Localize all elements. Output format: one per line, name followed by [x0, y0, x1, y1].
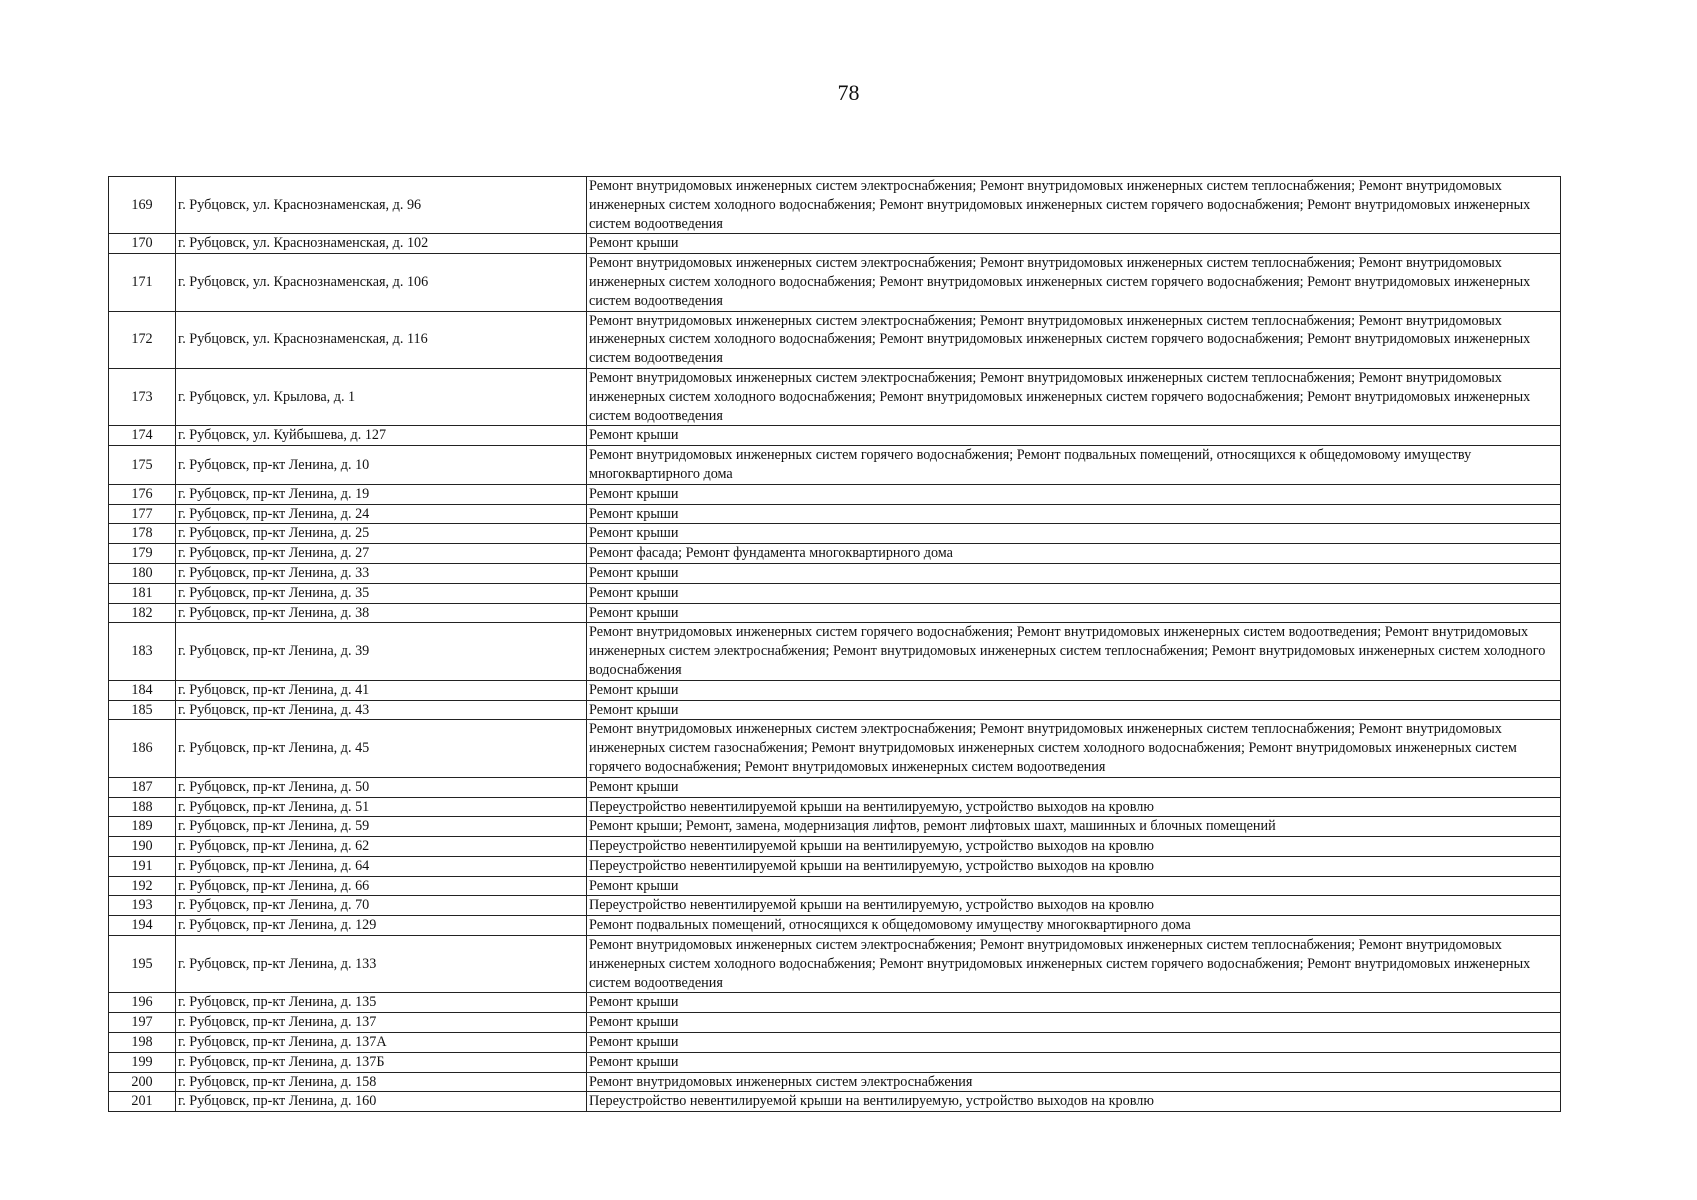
row-number-cell: 196 — [109, 993, 176, 1013]
address-cell: г. Рубцовск, ул. Краснознаменская, д. 116 — [176, 311, 587, 368]
table-row — [109, 817, 1561, 837]
works-description-cell: Ремонт внутридомовых инженерных систем электроснабжения; Ремонт внутридомовых инженерных систем теплоснабжения; Ремонт внутридомовых инженерных систем газоснабжения; Ремонт внутридомовых инженерных систем холодного водоснабжения; Ремонт внутридомовых инженерных систем горячего водоснабжения; Ремонт внутридомовых инженерных систем водоотведения — [587, 720, 1561, 777]
table-row — [109, 484, 1561, 504]
address-cell: г. Рубцовск, пр-кт Ленина, д. 25 — [176, 524, 587, 544]
table-row — [109, 311, 1561, 368]
works-description-cell: Ремонт крыши — [587, 563, 1561, 583]
table-row — [109, 680, 1561, 700]
works-description-cell: Ремонт внутридомовых инженерных систем электроснабжения; Ремонт внутридомовых инженерных систем теплоснабжения; Ремонт внутридомовых инженерных систем холодного водоснабжения; Ремонт внутридомовых инженерных систем горячего водоснабжения; Ремонт внутридомовых инженерных систем водоотведения — [587, 177, 1561, 234]
works-description-cell: Ремонт крыши — [587, 1013, 1561, 1033]
row-number-cell: 169 — [109, 177, 176, 234]
table-row — [109, 623, 1561, 680]
works-description-cell: Ремонт внутридомовых инженерных систем электроснабжения; Ремонт внутридомовых инженерных систем теплоснабжения; Ремонт внутридомовых инженерных систем холодного водоснабжения; Ремонт внутридомовых инженерных систем горячего водоснабжения; Ремонт внутридомовых инженерных систем водоотведения — [587, 936, 1561, 993]
table-row — [109, 837, 1561, 857]
table-row — [109, 797, 1561, 817]
address-cell: г. Рубцовск, пр-кт Ленина, д. 38 — [176, 603, 587, 623]
works-description-cell: Ремонт крыши — [587, 1052, 1561, 1072]
table-row — [109, 1052, 1561, 1072]
row-number-cell: 194 — [109, 916, 176, 936]
row-number-cell: 176 — [109, 484, 176, 504]
address-cell: г. Рубцовск, пр-кт Ленина, д. 137 — [176, 1013, 587, 1033]
row-number-cell: 180 — [109, 563, 176, 583]
works-description-cell: Ремонт крыши — [587, 700, 1561, 720]
row-number-cell: 197 — [109, 1013, 176, 1033]
works-description-cell: Ремонт фасада; Ремонт фундамента многоквартирного дома — [587, 544, 1561, 564]
table-row — [109, 603, 1561, 623]
works-description-cell: Ремонт внутридомовых инженерных систем электроснабжения; Ремонт внутридомовых инженерных систем теплоснабжения; Ремонт внутридомовых инженерных систем холодного водоснабжения; Ремонт внутридомовых инженерных систем горячего водоснабжения; Ремонт внутридомовых инженерных систем водоотведения — [587, 368, 1561, 425]
works-description-cell: Переустройство невентилируемой крыши на вентилируемую, устройство выходов на кровлю — [587, 797, 1561, 817]
table-row — [109, 563, 1561, 583]
row-number-cell: 201 — [109, 1092, 176, 1112]
address-cell: г. Рубцовск, пр-кт Ленина, д. 39 — [176, 623, 587, 680]
row-number-cell: 193 — [109, 896, 176, 916]
works-description-cell: Ремонт крыши — [587, 876, 1561, 896]
row-number-cell: 170 — [109, 234, 176, 254]
works-description-cell: Ремонт внутридомовых инженерных систем электроснабжения — [587, 1072, 1561, 1092]
works-description-cell: Ремонт внутридомовых инженерных систем горячего водоснабжения; Ремонт внутридомовых инженерных систем водоотведения; Ремонт внутридомовых инженерных систем электроснабжения; Ремонт внутридомовых инженерных систем теплоснабжения; Ремонт внутридомовых инженерных систем холодного водоснабжения — [587, 623, 1561, 680]
address-cell: г. Рубцовск, пр-кт Ленина, д. 33 — [176, 563, 587, 583]
works-description-cell: Переустройство невентилируемой крыши на вентилируемую, устройство выходов на кровлю — [587, 1092, 1561, 1112]
works-description-cell: Ремонт крыши; Ремонт, замена, модернизация лифтов, ремонт лифтовых шахт, машинных и блочных помещений — [587, 817, 1561, 837]
works-description-cell: Ремонт внутридомовых инженерных систем электроснабжения; Ремонт внутридомовых инженерных систем теплоснабжения; Ремонт внутридомовых инженерных систем холодного водоснабжения; Ремонт внутридомовых инженерных систем горячего водоснабжения; Ремонт внутридомовых инженерных систем водоотведения — [587, 311, 1561, 368]
works-table-body — [109, 177, 1561, 1112]
row-number-cell: 200 — [109, 1072, 176, 1092]
row-number-cell: 188 — [109, 797, 176, 817]
table-row — [109, 583, 1561, 603]
works-description-cell: Переустройство невентилируемой крыши на вентилируемую, устройство выходов на кровлю — [587, 896, 1561, 916]
works-description-cell: Ремонт крыши — [587, 680, 1561, 700]
address-cell: г. Рубцовск, пр-кт Ленина, д. 158 — [176, 1072, 587, 1092]
table-row — [109, 777, 1561, 797]
row-number-cell: 173 — [109, 368, 176, 425]
table-row — [109, 916, 1561, 936]
works-description-cell: Ремонт крыши — [587, 603, 1561, 623]
address-cell: г. Рубцовск, пр-кт Ленина, д. 62 — [176, 837, 587, 857]
address-cell: г. Рубцовск, пр-кт Ленина, д. 35 — [176, 583, 587, 603]
works-description-cell: Ремонт крыши — [587, 484, 1561, 504]
row-number-cell: 186 — [109, 720, 176, 777]
row-number-cell: 190 — [109, 837, 176, 857]
works-description-cell: Ремонт крыши — [587, 504, 1561, 524]
works-description-cell: Переустройство невентилируемой крыши на вентилируемую, устройство выходов на кровлю — [587, 856, 1561, 876]
row-number-cell: 178 — [109, 524, 176, 544]
works-description-cell: Ремонт крыши — [587, 993, 1561, 1013]
address-cell: г. Рубцовск, ул. Крылова, д. 1 — [176, 368, 587, 425]
table-row — [109, 446, 1561, 485]
table-row — [109, 254, 1561, 311]
row-number-cell: 198 — [109, 1033, 176, 1053]
row-number-cell: 181 — [109, 583, 176, 603]
row-number-cell: 175 — [109, 446, 176, 485]
address-cell: г. Рубцовск, пр-кт Ленина, д. 19 — [176, 484, 587, 504]
table-row — [109, 896, 1561, 916]
address-cell: г. Рубцовск, пр-кт Ленина, д. 66 — [176, 876, 587, 896]
works-description-cell: Ремонт внутридомовых инженерных систем горячего водоснабжения; Ремонт подвальных помещений, относящихся к общедомовому имуществу многоквартирного дома — [587, 446, 1561, 485]
table-row — [109, 993, 1561, 1013]
table-row — [109, 368, 1561, 425]
table-row — [109, 177, 1561, 234]
address-cell: г. Рубцовск, пр-кт Ленина, д. 41 — [176, 680, 587, 700]
row-number-cell: 179 — [109, 544, 176, 564]
row-number-cell: 191 — [109, 856, 176, 876]
address-cell: г. Рубцовск, пр-кт Ленина, д. 24 — [176, 504, 587, 524]
row-number-cell: 187 — [109, 777, 176, 797]
address-cell: г. Рубцовск, пр-кт Ленина, д. 160 — [176, 1092, 587, 1112]
table-row — [109, 936, 1561, 993]
address-cell: г. Рубцовск, пр-кт Ленина, д. 51 — [176, 797, 587, 817]
page-number: 78 — [837, 80, 860, 105]
row-number-cell: 171 — [109, 254, 176, 311]
address-cell: г. Рубцовск, ул. Краснознаменская, д. 106 — [176, 254, 587, 311]
address-cell: г. Рубцовск, пр-кт Ленина, д. 135 — [176, 993, 587, 1013]
row-number-cell: 174 — [109, 426, 176, 446]
works-description-cell: Ремонт крыши — [587, 426, 1561, 446]
works-description-cell: Ремонт крыши — [587, 583, 1561, 603]
address-cell: г. Рубцовск, пр-кт Ленина, д. 27 — [176, 544, 587, 564]
address-cell: г. Рубцовск, пр-кт Ленина, д. 137Б — [176, 1052, 587, 1072]
table-row — [109, 856, 1561, 876]
address-cell: г. Рубцовск, ул. Куйбышева, д. 127 — [176, 426, 587, 446]
table-row — [109, 1033, 1561, 1053]
row-number-cell: 184 — [109, 680, 176, 700]
row-number-cell: 195 — [109, 936, 176, 993]
table-row — [109, 720, 1561, 777]
table-row — [109, 426, 1561, 446]
address-cell: г. Рубцовск, пр-кт Ленина, д. 70 — [176, 896, 587, 916]
row-number-cell: 183 — [109, 623, 176, 680]
works-description-cell: Ремонт крыши — [587, 777, 1561, 797]
address-cell: г. Рубцовск, пр-кт Ленина, д. 45 — [176, 720, 587, 777]
table-row — [109, 1072, 1561, 1092]
address-cell: г. Рубцовск, пр-кт Ленина, д. 64 — [176, 856, 587, 876]
address-cell: г. Рубцовск, пр-кт Ленина, д. 50 — [176, 777, 587, 797]
address-cell: г. Рубцовск, пр-кт Ленина, д. 133 — [176, 936, 587, 993]
works-description-cell: Ремонт крыши — [587, 524, 1561, 544]
row-number-cell: 172 — [109, 311, 176, 368]
works-description-cell: Ремонт подвальных помещений, относящихся к общедомовому имуществу многоквартирного дома — [587, 916, 1561, 936]
address-cell: г. Рубцовск, пр-кт Ленина, д. 10 — [176, 446, 587, 485]
works-description-cell: Ремонт крыши — [587, 234, 1561, 254]
address-cell: г. Рубцовск, пр-кт Ленина, д. 43 — [176, 700, 587, 720]
works-description-cell: Ремонт внутридомовых инженерных систем электроснабжения; Ремонт внутридомовых инженерных систем теплоснабжения; Ремонт внутридомовых инженерных систем холодного водоснабжения; Ремонт внутридомовых инженерных систем горячего водоснабжения; Ремонт внутридомовых инженерных систем водоотведения — [587, 254, 1561, 311]
works-description-cell: Ремонт крыши — [587, 1033, 1561, 1053]
address-cell: г. Рубцовск, ул. Краснознаменская, д. 102 — [176, 234, 587, 254]
address-cell: г. Рубцовск, пр-кт Ленина, д. 59 — [176, 817, 587, 837]
row-number-cell: 177 — [109, 504, 176, 524]
row-number-cell: 182 — [109, 603, 176, 623]
address-cell: г. Рубцовск, пр-кт Ленина, д. 129 — [176, 916, 587, 936]
table-row — [109, 504, 1561, 524]
row-number-cell: 185 — [109, 700, 176, 720]
table-row — [109, 1013, 1561, 1033]
row-number-cell: 192 — [109, 876, 176, 896]
table-row — [109, 700, 1561, 720]
table-row — [109, 234, 1561, 254]
table-row — [109, 544, 1561, 564]
table-row — [109, 876, 1561, 896]
row-number-cell: 199 — [109, 1052, 176, 1072]
address-cell: г. Рубцовск, ул. Краснознаменская, д. 96 — [176, 177, 587, 234]
table-row — [109, 524, 1561, 544]
works-description-cell: Переустройство невентилируемой крыши на вентилируемую, устройство выходов на кровлю — [587, 837, 1561, 857]
works-table — [108, 176, 1561, 1112]
table-row — [109, 1092, 1561, 1112]
address-cell: г. Рубцовск, пр-кт Ленина, д. 137А — [176, 1033, 587, 1053]
row-number-cell: 189 — [109, 817, 176, 837]
